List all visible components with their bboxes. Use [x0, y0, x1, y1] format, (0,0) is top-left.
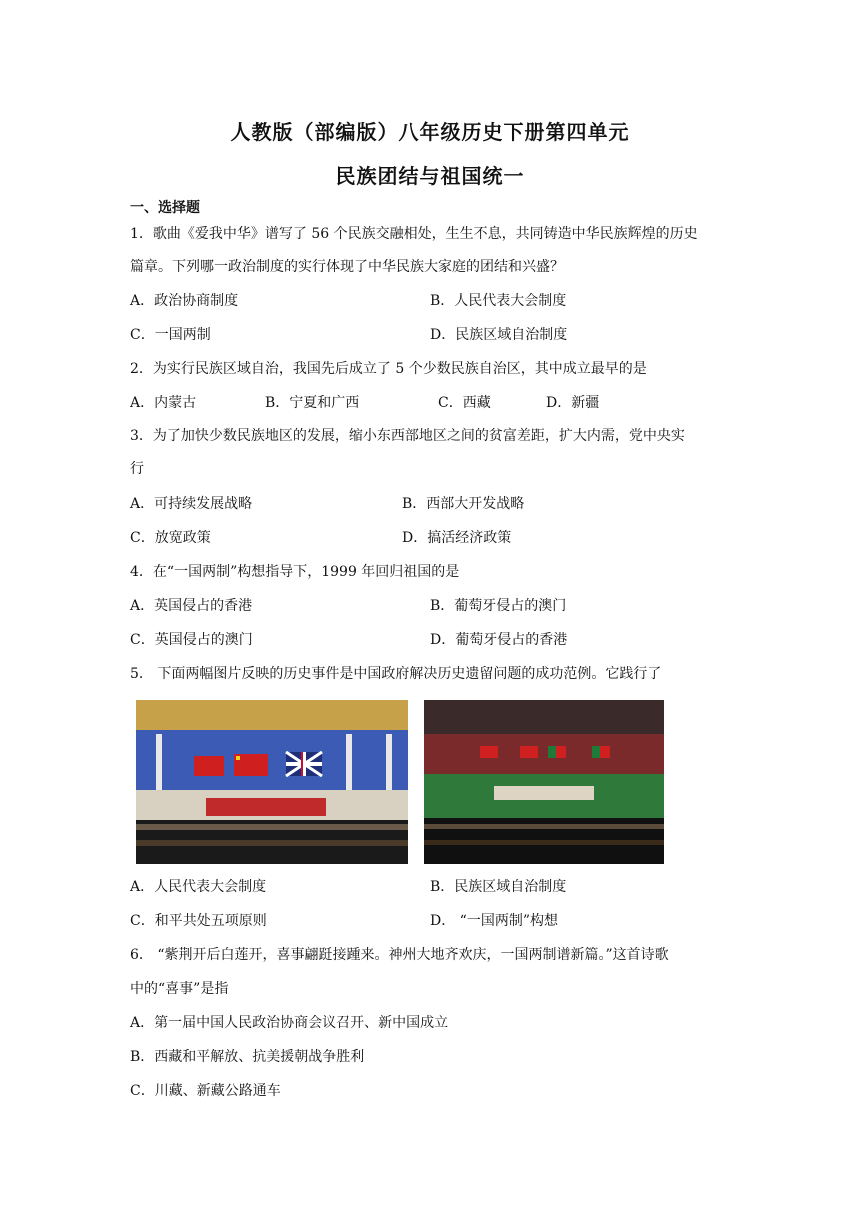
- question-6-stem-line-1: 6． “紫荆开后白莲开，喜事翩跹接踵来。神州大地齐欢庆，一国两制谱新篇。”这首诗歌: [130, 947, 669, 963]
- question-2-option-a: A．内蒙古: [130, 395, 197, 411]
- question-4-option-c: C．英国侵占的澳门: [130, 632, 253, 648]
- question-1-option-c: C．一国两制: [130, 327, 211, 343]
- question-4-stem-line-1: 4．在“一国两制”构想指导下，1999 年回归祖国的是: [130, 564, 460, 580]
- question-5-stem-line-1: 5． 下面两幅图片反映的历史事件是中国政府解决历史遗留问题的成功范例。它践行了: [130, 666, 662, 682]
- handover-ceremony-photo-right: [424, 700, 664, 864]
- question-5-option-b: B．民族区域自治制度: [430, 879, 567, 895]
- question-1-option-d: D．民族区域自治制度: [430, 327, 568, 343]
- question-5-option-a: A．人民代表大会制度: [130, 879, 267, 895]
- question-4-option-d: D．葡萄牙侵占的香港: [430, 632, 568, 648]
- document-title: 人教版（部编版）八年级历史下册第四单元: [230, 120, 630, 144]
- document-subtitle: 民族团结与祖国统一: [335, 164, 525, 188]
- question-3-stem-line-1: 3．为了加快少数民族地区的发展，缩小东西部地区之间的贫富差距，扩大内需，党中央实: [130, 428, 685, 444]
- question-6-stem-line-2: 中的“喜事”是指: [130, 981, 229, 997]
- question-5-option-c: C．和平共处五项原则: [130, 913, 267, 929]
- question-4-option-a: A．英国侵占的香港: [130, 598, 253, 614]
- question-1-option-b: B．人民代表大会制度: [430, 293, 567, 309]
- question-3-option-b: B．西部大开发战略: [402, 496, 525, 512]
- question-6-option-a: A．第一届中国人民政治协商会议召开、新中国成立: [130, 1015, 449, 1031]
- question-2-option-c: C．西藏: [438, 395, 491, 411]
- question-2-option-b: B．宁夏和广西: [265, 395, 360, 411]
- question-4-option-b: B．葡萄牙侵占的澳门: [430, 598, 567, 614]
- question-3-option-c: C．放宽政策: [130, 530, 211, 546]
- question-1-option-a: A．政治协商制度: [130, 293, 239, 309]
- question-3-option-d: D．搞活经济政策: [402, 530, 512, 546]
- section-heading: 一、选择题: [130, 200, 200, 216]
- question-1-stem-line-1: 1．歌曲《爱我中华》谱写了 56 个民族交融相处，生生不息，共同铸造中华民族辉煌的历史: [130, 226, 698, 242]
- handover-ceremony-photo-left: [136, 700, 408, 864]
- question-2-option-d: D．新疆: [546, 395, 600, 411]
- question-6-option-b: B．西藏和平解放、抗美援朝战争胜利: [130, 1049, 365, 1065]
- question-2-stem-line-1: 2．为实行民族区域自治，我国先后成立了 5 个少数民族自治区，其中成立最早的是: [130, 361, 647, 377]
- question-3-option-a: A．可持续发展战略: [130, 496, 253, 512]
- question-3-stem-line-2: 行: [130, 461, 144, 477]
- question-5-option-d: D． “一国两制”构想: [430, 913, 558, 929]
- question-1-stem-line-2: 篇章。下列哪一政治制度的实行体现了中华民族大家庭的团结和兴盛？: [130, 259, 564, 275]
- question-6-option-c: C．川藏、新藏公路通车: [130, 1083, 281, 1099]
